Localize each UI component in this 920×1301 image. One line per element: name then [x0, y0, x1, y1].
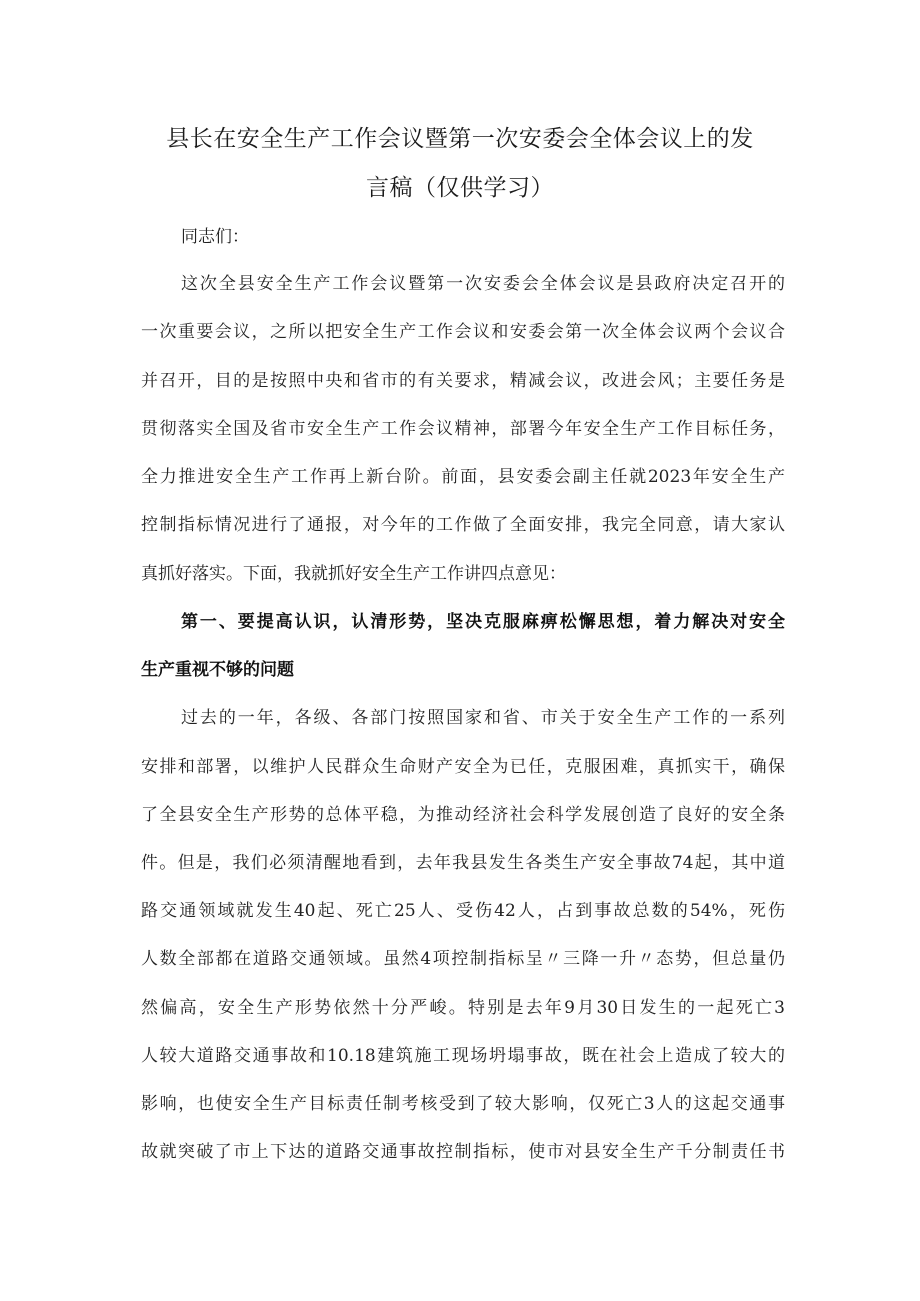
paragraph2-line: 安排和部署，以维护人民群众生命财产安全为已任，克服困难，真抓实干，确保: [141, 757, 785, 777]
paragraph1-line: 贯彻落实全国及省市安全生产工作会议精神，部署今年安全生产工作目标任务，: [141, 419, 785, 439]
salutation: 同志们：: [181, 227, 249, 247]
paragraph2-line: 人较大道路交通事故和10.18建筑施工现场坍塌事故，既在社会上造成了较大的: [141, 1046, 785, 1066]
paragraph1-line: 控制指标情况进行了通报，对今年的工作做了全面安排，我完全同意，请大家认: [141, 515, 785, 535]
paragraph2-line: 路交通领域就发生40起、死亡25人、受伤42人，占到事故总数的54%，死伤: [141, 901, 785, 921]
paragraph2-line: 影响，也使安全生产目标责任制考核受到了较大影响，仅死亡3人的这起交通事: [141, 1094, 785, 1114]
paragraph1-line: 一次重要会议，之所以把安全生产工作会议和安委会第一次全体会议两个会议合: [141, 322, 785, 342]
paragraph2-line: 然偏高，安全生产形势依然十分严峻。特别是去年9月30日发生的一起死亡3: [141, 998, 785, 1018]
paragraph2-line: 人数全部都在道路交通领域。虽然4项控制指标呈〃三降一升〃态势，但总量仍: [141, 949, 785, 969]
section-heading-line: 生产重视不够的问题: [141, 660, 294, 680]
paragraph2-line: 故就突破了市上下达的道路交通事故控制指标，使市对县安全生产千分制责任书: [141, 1142, 785, 1162]
paragraph2-line: 了全县安全生产形势的总体平稳，为推动经济社会科学发展创造了良好的安全条: [141, 805, 785, 825]
paragraph2-line: 件。但是，我们必须清醒地看到，去年我县发生各类生产安全事故74起，其中道: [141, 853, 785, 873]
document-title-line-1: 县长在安全生产工作会议暨第一次安委会全体会议上的发: [166, 126, 754, 152]
paragraph1-line: 并召开，目的是按照中央和省市的有关要求，精减会议，改进会风；主要任务是: [141, 371, 785, 391]
paragraph1-line: 这次全县安全生产工作会议暨第一次安委会全体会议是县政府决定召开的: [181, 274, 785, 294]
paragraph1-line: 全力推进安全生产工作再上新台阶。前面，县安委会副主任就2023年安全生产: [141, 467, 785, 487]
paragraph1-line: 真抓好落实。下面，我就抓好安全生产工作讲四点意见：: [141, 564, 566, 584]
paragraph2-line: 过去的一年，各级、各部门按照国家和省、市关于安全生产工作的一系列: [181, 708, 785, 728]
document-title-line-2: 言稿（仅供学习）: [366, 175, 554, 201]
section-heading-line: 第一、要提高认识，认清形势，坚决克服麻痹松懈思想，着力解决对安全: [181, 612, 785, 632]
